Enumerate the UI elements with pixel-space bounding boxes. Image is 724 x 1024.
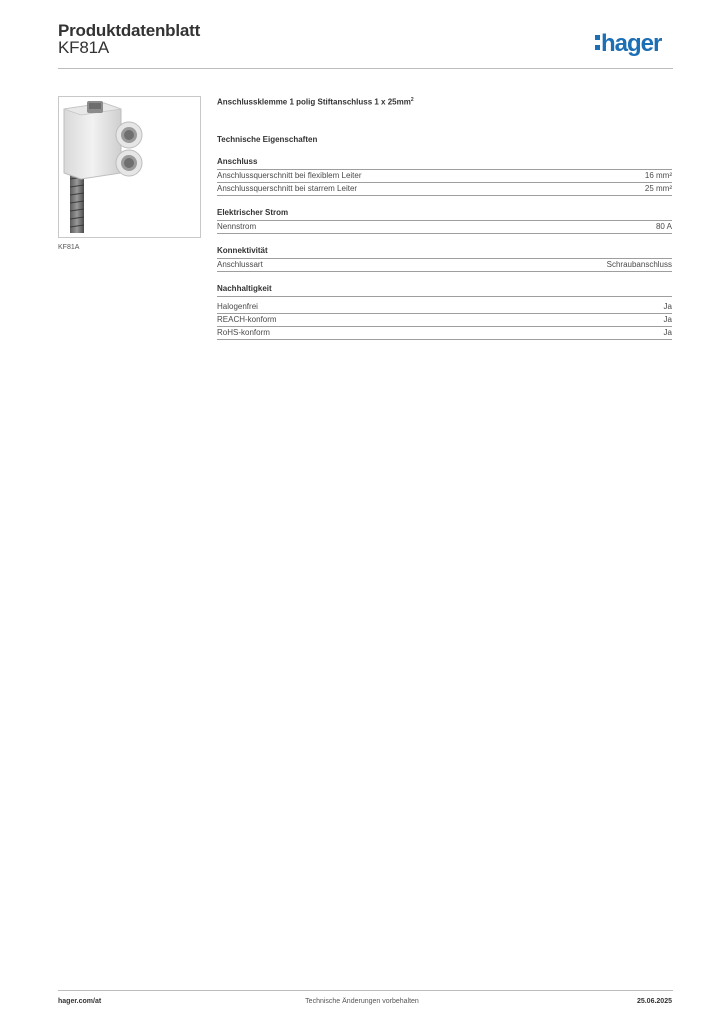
spec-value: Ja bbox=[663, 301, 672, 311]
footer-divider bbox=[58, 990, 673, 991]
spec-label: REACH-konform bbox=[217, 314, 277, 324]
section-elektrischer-strom bbox=[217, 207, 672, 234]
logo-text: hager bbox=[601, 30, 662, 57]
spec-label: Nennstrom bbox=[217, 221, 257, 231]
spec-row bbox=[217, 301, 672, 314]
product-name: Anschlussklemme 1 polig Stiftanschluss 1 x $25mm^2$ bbox=[217, 97, 414, 107]
spec-row bbox=[217, 183, 672, 196]
document-title: Produktdatenblatt bbox=[58, 21, 201, 40]
footer-date: 25.06.2025 bbox=[636, 998, 672, 1005]
header-divider bbox=[58, 68, 673, 69]
section-title: Konnektivität bbox=[217, 245, 672, 259]
spec-label: Anschlussart bbox=[217, 259, 263, 269]
spec-value: 25 mm² bbox=[644, 183, 672, 193]
spec-value: 16 mm² bbox=[644, 170, 672, 180]
spec-label: Anschlussquerschnitt bei flexiblem Leiter bbox=[217, 170, 362, 180]
spec-label: RoHS-konform bbox=[217, 327, 270, 337]
footer-website-link[interactable]: hager.com/at bbox=[58, 998, 102, 1005]
terminal-block-illustration bbox=[59, 97, 200, 237]
footer-disclaimer: Technische Änderungen vorbehalten bbox=[305, 998, 419, 1005]
spec-row bbox=[217, 327, 672, 340]
section-title: Nachhaltigkeit bbox=[217, 283, 672, 297]
spec-row bbox=[217, 314, 672, 327]
product-details bbox=[217, 95, 672, 340]
spec-label: Anschlussquerschnitt bei starrem Leiter bbox=[217, 183, 358, 193]
spec-value: Ja bbox=[663, 327, 672, 337]
section-anschluss bbox=[217, 156, 672, 196]
spec-value: Schraubanschluss bbox=[606, 259, 672, 269]
product-code: KF81A bbox=[58, 38, 109, 57]
technical-properties-heading: Technische Eigenschaften bbox=[217, 134, 318, 144]
spec-label: Halogenfrei bbox=[217, 301, 258, 311]
section-title: Elektrischer Strom bbox=[217, 207, 672, 221]
hager-logo bbox=[594, 24, 676, 58]
product-image bbox=[58, 96, 201, 238]
spec-row bbox=[217, 221, 672, 234]
spec-value: Ja bbox=[663, 314, 672, 324]
section-title: Anschluss bbox=[217, 156, 672, 170]
spec-row bbox=[217, 259, 672, 272]
spec-row bbox=[217, 170, 672, 183]
spec-value: 80 A bbox=[655, 221, 672, 231]
section-nachhaltigkeit bbox=[217, 283, 672, 340]
image-caption: KF81A bbox=[58, 244, 80, 251]
section-konnektivitaet bbox=[217, 245, 672, 272]
